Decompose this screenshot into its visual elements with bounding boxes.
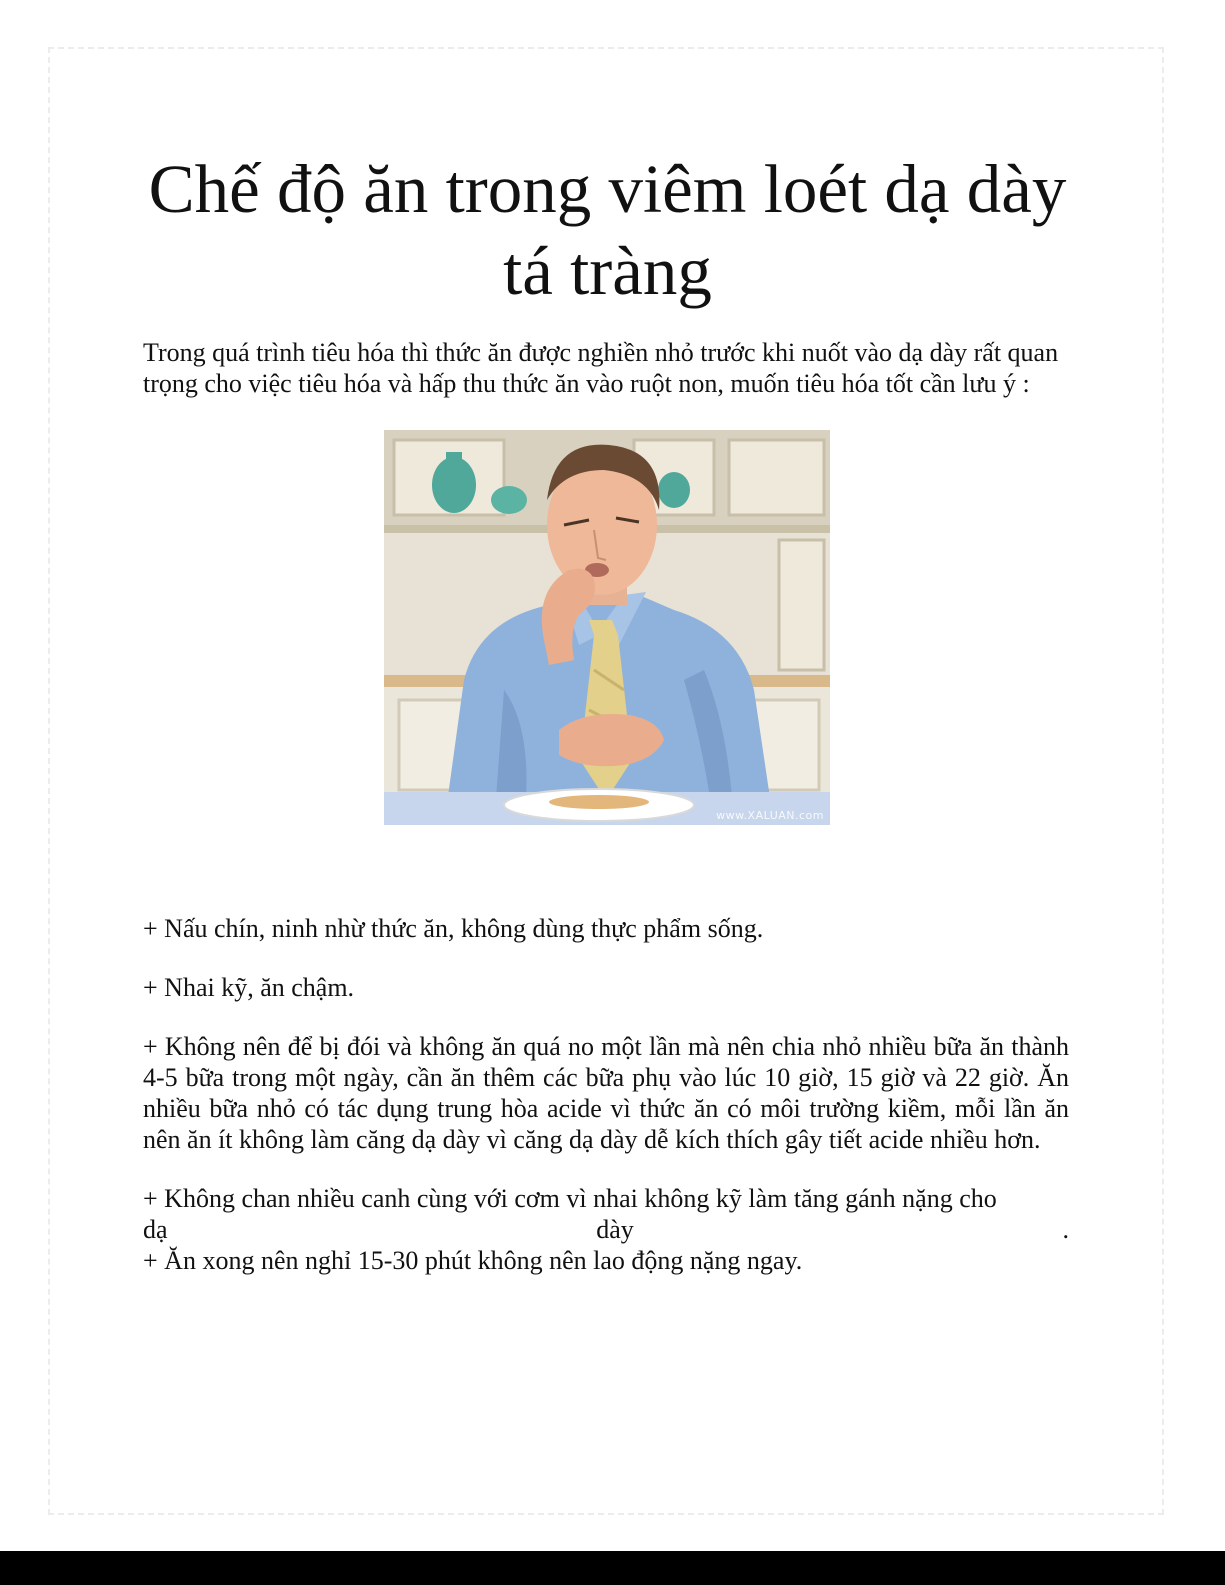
tip-item-line: + Không chan nhiều canh cùng với cơm vì nhai không kỹ làm tăng gánh nặng cho <box>143 1184 997 1213</box>
tip-item: + Nấu chín, ninh nhừ thức ăn, không dùng thực phẩm sống. <box>143 914 764 943</box>
tip-word: . <box>1062 1215 1069 1244</box>
man-with-heartburn-illustration <box>384 430 830 825</box>
tip-item: + Nhai kỹ, ăn chậm. <box>143 973 355 1002</box>
image-watermark: www.XALUAN.com <box>716 809 824 822</box>
tip-item <box>143 1183 1069 1245</box>
tip-item: + Không nên để bị đói và không ăn quá no một lần mà nên chia nhỏ nhiều bữa ăn thành 4-5 bữa trong một ngày, cần ăn thêm các bữa phụ vào lúc 10 giờ, 15 giờ và 22 giờ. Ăn nhiều bữa nhỏ có tác dụng trung hòa acide vì thức ăn có môi trường kiềm, mỗi lần ăn nên ăn ít không làm căng dạ dày vì căng dạ dày dễ kích thích gây tiết acide nhiều hơn. <box>143 1032 1069 1154</box>
tips-list <box>143 913 1069 1304</box>
tip-item: + Ăn xong nên nghỉ 15-30 phút không nên lao động nặng ngay. <box>143 1246 803 1275</box>
tip-word: dày <box>596 1215 634 1244</box>
article-photo <box>384 430 830 825</box>
page-title: Chế độ ăn trong viêm loét dạ dày tá tràng <box>148 151 1067 309</box>
tip-word: dạ <box>143 1215 168 1244</box>
bottom-bar <box>0 1551 1225 1585</box>
intro-paragraph: Trong quá trình tiêu hóa thì thức ăn được nghiền nhỏ trước khi nuốt vào dạ dày rất quan trọng cho việc tiêu hóa và hấp thu thức ăn vào ruột non, muốn tiêu hóa tốt cần lưu ý : <box>143 338 1059 398</box>
tip-item-spread-line <box>143 1214 1069 1245</box>
